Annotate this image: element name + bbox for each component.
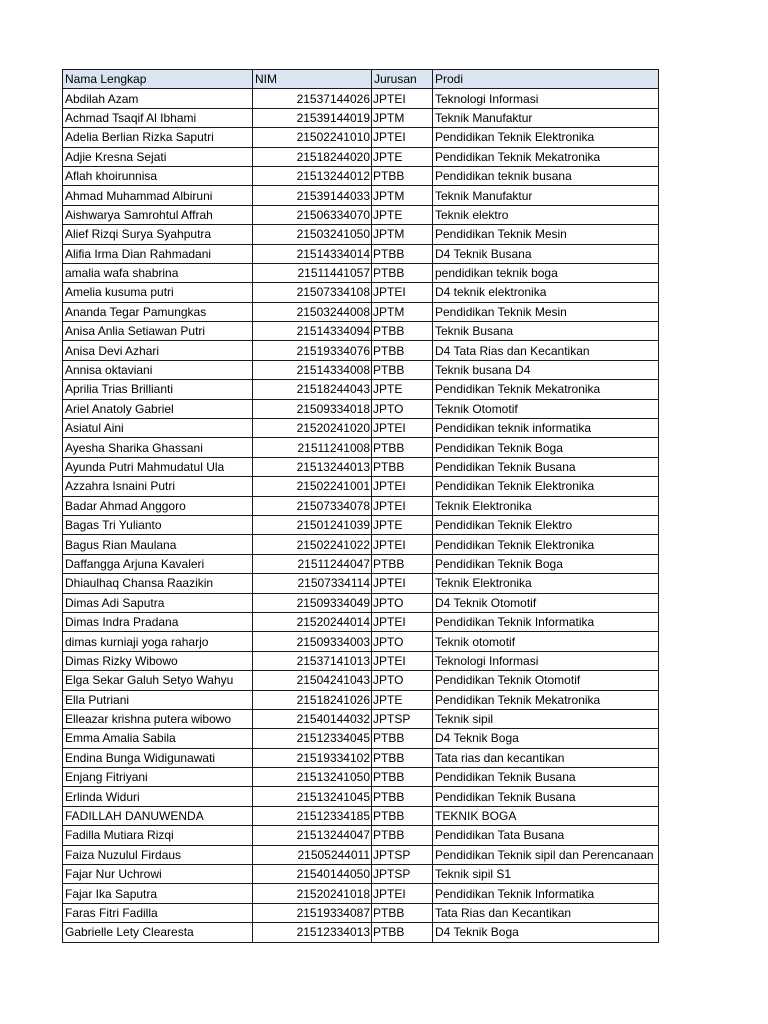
cell-nama[interactable]: Annisa oktaviani: [63, 360, 253, 379]
cell-jurusan[interactable]: PTBB: [372, 166, 433, 185]
cell-jurusan[interactable]: JPTEI: [372, 496, 433, 515]
cell-jurusan[interactable]: PTBB: [372, 768, 433, 787]
cell-nim[interactable]: 21511244047: [253, 554, 372, 573]
cell-prodi[interactable]: Pendidikan Teknik Busana: [433, 787, 659, 806]
cell-nama[interactable]: Adjie Kresna Sejati: [63, 147, 253, 166]
cell-jurusan[interactable]: JPTE: [372, 515, 433, 534]
cell-nama[interactable]: Aflah khoirunnisa: [63, 166, 253, 185]
cell-prodi[interactable]: Pendidikan teknik informatika: [433, 419, 659, 438]
cell-jurusan[interactable]: JPTEI: [372, 612, 433, 631]
cell-nim[interactable]: 21537144026: [253, 89, 372, 108]
cell-jurusan[interactable]: PTBB: [372, 787, 433, 806]
cell-jurusan[interactable]: JPTEI: [372, 89, 433, 108]
table-row: [63, 457, 659, 476]
table-row: [63, 671, 659, 690]
cell-nim[interactable]: 21519334076: [253, 341, 372, 360]
cell-jurusan[interactable]: JPTO: [372, 593, 433, 612]
header-nim[interactable]: NIM: [253, 70, 372, 89]
cell-nama[interactable]: Ahmad Muhammad Albiruni: [63, 186, 253, 205]
header-nama-lengkap[interactable]: Nama Lengkap: [63, 70, 253, 89]
cell-prodi[interactable]: D4 Teknik Otomotif: [433, 593, 659, 612]
table-row: [63, 923, 659, 942]
cell-nama[interactable]: Amelia kusuma putri: [63, 283, 253, 302]
cell-prodi[interactable]: D4 teknik elektronika: [433, 283, 659, 302]
cell-prodi[interactable]: Pendidikan Teknik sipil dan Perencanaan: [433, 845, 659, 864]
cell-jurusan[interactable]: JPTSP: [372, 709, 433, 728]
cell-jurusan[interactable]: JPTSP: [372, 865, 433, 884]
cell-nama[interactable]: Aprilia Trias Brillianti: [63, 380, 253, 399]
cell-jurusan[interactable]: JPTM: [372, 108, 433, 127]
cell-nama[interactable]: Erlinda Widuri: [63, 787, 253, 806]
cell-nim[interactable]: 21513244047: [253, 826, 372, 845]
cell-prodi[interactable]: Teknik busana D4: [433, 360, 659, 379]
cell-prodi[interactable]: Teknik Otomotif: [433, 399, 659, 418]
cell-nim[interactable]: 21513241050: [253, 768, 372, 787]
cell-jurusan[interactable]: JPTO: [372, 632, 433, 651]
cell-prodi[interactable]: Pendidikan Teknik Elektronika: [433, 535, 659, 554]
cell-prodi[interactable]: Teknologi Informasi: [433, 651, 659, 670]
table-row: [63, 128, 659, 147]
cell-nama[interactable]: Dhiaulhaq Chansa Raazikin: [63, 574, 253, 593]
cell-nim[interactable]: 21503244008: [253, 302, 372, 321]
table-row: [63, 147, 659, 166]
cell-prodi[interactable]: Pendidikan Teknik Mekatronika: [433, 147, 659, 166]
cell-nama[interactable]: Anisa Anlia Setiawan Putri: [63, 322, 253, 341]
cell-prodi[interactable]: TEKNIK BOGA: [433, 806, 659, 825]
cell-jurusan[interactable]: JPTEI: [372, 651, 433, 670]
spreadsheet: [62, 69, 659, 943]
cell-nim[interactable]: 21520241020: [253, 419, 372, 438]
cell-jurusan[interactable]: PTBB: [372, 903, 433, 922]
cell-nama[interactable]: Emma Amalia Sabila: [63, 729, 253, 748]
table-row: [63, 690, 659, 709]
cell-jurusan[interactable]: JPTM: [372, 302, 433, 321]
cell-nim[interactable]: 21513244013: [253, 457, 372, 476]
cell-prodi[interactable]: Teknik otomotif: [433, 632, 659, 651]
cell-nim[interactable]: 21502241001: [253, 477, 372, 496]
cell-nama[interactable]: dimas kurniaji yoga raharjo: [63, 632, 253, 651]
cell-jurusan[interactable]: JPTO: [372, 671, 433, 690]
table-row: [63, 748, 659, 767]
table-row: [63, 263, 659, 282]
cell-jurusan[interactable]: PTBB: [372, 360, 433, 379]
cell-jurusan[interactable]: PTBB: [372, 244, 433, 263]
table-row: [63, 205, 659, 224]
cell-jurusan[interactable]: JPTEI: [372, 419, 433, 438]
cell-nama[interactable]: Gabrielle Lety Clearesta: [63, 923, 253, 942]
cell-nim[interactable]: 21509334003: [253, 632, 372, 651]
cell-prodi[interactable]: Pendidikan Teknik Informatika: [433, 884, 659, 903]
table-row: [63, 341, 659, 360]
table-row: [63, 826, 659, 845]
cell-nama[interactable]: Adelia Berlian Rizka Saputri: [63, 128, 253, 147]
table-row: [63, 768, 659, 787]
cell-jurusan[interactable]: PTBB: [372, 748, 433, 767]
cell-nama[interactable]: Aishwarya Samrohtul Affrah: [63, 205, 253, 224]
table-row: [63, 225, 659, 244]
cell-nim[interactable]: 21509334049: [253, 593, 372, 612]
cell-nim[interactable]: 21520241018: [253, 884, 372, 903]
cell-jurusan[interactable]: JPTEI: [372, 477, 433, 496]
cell-jurusan[interactable]: JPTE: [372, 690, 433, 709]
table-row: [63, 574, 659, 593]
cell-nim[interactable]: 21503241050: [253, 225, 372, 244]
cell-jurusan[interactable]: PTBB: [372, 923, 433, 942]
cell-jurusan[interactable]: PTBB: [372, 554, 433, 573]
cell-jurusan[interactable]: PTBB: [372, 457, 433, 476]
cell-nim[interactable]: 21537141013: [253, 651, 372, 670]
cell-jurusan[interactable]: PTBB: [372, 438, 433, 457]
cell-nim[interactable]: 21512334185: [253, 806, 372, 825]
cell-jurusan[interactable]: PTBB: [372, 322, 433, 341]
cell-prodi[interactable]: Pendidikan Teknik Elektro: [433, 515, 659, 534]
cell-jurusan[interactable]: PTBB: [372, 341, 433, 360]
table-row: [63, 632, 659, 651]
cell-nim[interactable]: 21511441057: [253, 263, 372, 282]
cell-nama[interactable]: Bagus Rian Maulana: [63, 535, 253, 554]
cell-prodi[interactable]: Teknik Elektronika: [433, 574, 659, 593]
cell-prodi[interactable]: Teknik elektro: [433, 205, 659, 224]
cell-nama[interactable]: Fajar Nur Uchrowi: [63, 865, 253, 884]
table-row: [63, 651, 659, 670]
cell-jurusan[interactable]: JPTEI: [372, 535, 433, 554]
cell-prodi[interactable]: Tata Rias dan Kecantikan: [433, 903, 659, 922]
cell-prodi[interactable]: Pendidikan Teknik Mesin: [433, 302, 659, 321]
table-row: [63, 709, 659, 728]
table-row: [63, 845, 659, 864]
cell-nim[interactable]: 21502241010: [253, 128, 372, 147]
cell-nim[interactable]: 21509334018: [253, 399, 372, 418]
cell-nim[interactable]: 21540144032: [253, 709, 372, 728]
cell-nama[interactable]: Dimas Adi Saputra: [63, 593, 253, 612]
cell-prodi[interactable]: Teknologi Informasi: [433, 89, 659, 108]
cell-nim[interactable]: 21518244043: [253, 380, 372, 399]
table-row: [63, 244, 659, 263]
table-row: [63, 166, 659, 185]
cell-nama[interactable]: Elleazar krishna putera wibowo: [63, 709, 253, 728]
cell-prodi[interactable]: D4 Teknik Boga: [433, 729, 659, 748]
cell-nim[interactable]: 21512334045: [253, 729, 372, 748]
table-row: [63, 612, 659, 631]
cell-jurusan[interactable]: JPTE: [372, 205, 433, 224]
cell-nim[interactable]: 21501241039: [253, 515, 372, 534]
cell-jurusan[interactable]: JPTO: [372, 399, 433, 418]
cell-nim[interactable]: 21519334102: [253, 748, 372, 767]
cell-jurusan[interactable]: PTBB: [372, 729, 433, 748]
cell-nama[interactable]: Ella Putriani: [63, 690, 253, 709]
cell-nama[interactable]: Bagas Tri Yulianto: [63, 515, 253, 534]
cell-nama[interactable]: Ayunda Putri Mahmudatul Ula: [63, 457, 253, 476]
cell-nim[interactable]: 21518244020: [253, 147, 372, 166]
cell-prodi[interactable]: Pendidikan Teknik Mekatronika: [433, 380, 659, 399]
cell-prodi[interactable]: Pendidikan Teknik Informatika: [433, 612, 659, 631]
cell-prodi[interactable]: Pendidikan Teknik Mekatronika: [433, 690, 659, 709]
cell-nama[interactable]: Alifia Irma Dian Rahmadani: [63, 244, 253, 263]
cell-nim[interactable]: 21540144050: [253, 865, 372, 884]
cell-prodi[interactable]: Teknik Elektronika: [433, 496, 659, 515]
cell-nim[interactable]: 21505244011: [253, 845, 372, 864]
cell-nim[interactable]: 21539144033: [253, 186, 372, 205]
cell-nama[interactable]: Abdilah Azam: [63, 89, 253, 108]
cell-prodi[interactable]: Pendidikan Teknik Elektronika: [433, 477, 659, 496]
cell-nim[interactable]: 21514334014: [253, 244, 372, 263]
cell-nama[interactable]: Ananda Tegar Pamungkas: [63, 302, 253, 321]
cell-nama[interactable]: Achmad Tsaqif Al Ibhami: [63, 108, 253, 127]
cell-nim[interactable]: 21504241043: [253, 671, 372, 690]
table-row: [63, 186, 659, 205]
cell-jurusan[interactable]: JPTEI: [372, 574, 433, 593]
cell-nama[interactable]: Dimas Indra Pradana: [63, 612, 253, 631]
cell-nim[interactable]: 21519334087: [253, 903, 372, 922]
cell-prodi[interactable]: Teknik Manufaktur: [433, 108, 659, 127]
cell-nim[interactable]: 21520244014: [253, 612, 372, 631]
cell-nama[interactable]: amalia wafa shabrina: [63, 263, 253, 282]
cell-nim[interactable]: 21511241008: [253, 438, 372, 457]
cell-nama[interactable]: Endina Bunga Widigunawati: [63, 748, 253, 767]
cell-prodi[interactable]: Pendidikan Teknik Mesin: [433, 225, 659, 244]
header-jurusan[interactable]: Jurusan: [372, 70, 433, 89]
cell-prodi[interactable]: D4 Tata Rias dan Kecantikan: [433, 341, 659, 360]
cell-jurusan[interactable]: PTBB: [372, 263, 433, 282]
cell-nim[interactable]: 21507334108: [253, 283, 372, 302]
student-table: [62, 69, 659, 943]
cell-nim[interactable]: 21502241022: [253, 535, 372, 554]
table-row: [63, 496, 659, 515]
cell-prodi[interactable]: D4 Teknik Boga: [433, 923, 659, 942]
cell-nama[interactable]: Alief Rizqi Surya Syahputra: [63, 225, 253, 244]
cell-jurusan[interactable]: JPTSP: [372, 845, 433, 864]
table-row: [63, 535, 659, 554]
cell-nama[interactable]: Ayesha Sharika Ghassani: [63, 438, 253, 457]
cell-nim[interactable]: 21514334008: [253, 360, 372, 379]
table-row: [63, 419, 659, 438]
cell-nim[interactable]: 21514334094: [253, 322, 372, 341]
table-row: [63, 806, 659, 825]
cell-prodi[interactable]: Pendidikan Tata Busana: [433, 826, 659, 845]
cell-prodi[interactable]: Teknik sipil S1: [433, 865, 659, 884]
cell-jurusan[interactable]: JPTEI: [372, 283, 433, 302]
cell-prodi[interactable]: Pendidikan Teknik Elektronika: [433, 128, 659, 147]
cell-nim[interactable]: 21539144019: [253, 108, 372, 127]
cell-jurusan[interactable]: JPTEI: [372, 128, 433, 147]
cell-prodi[interactable]: Pendidikan Teknik Boga: [433, 438, 659, 457]
cell-nama[interactable]: Faiza Nuzulul Firdaus: [63, 845, 253, 864]
cell-prodi[interactable]: Pendidikan Teknik Otomotif: [433, 671, 659, 690]
cell-prodi[interactable]: Pendidikan Teknik Boga: [433, 554, 659, 573]
table-row: [63, 302, 659, 321]
header-prodi[interactable]: Prodi: [433, 70, 659, 89]
cell-nim[interactable]: 21518241026: [253, 690, 372, 709]
cell-nim[interactable]: 21513244012: [253, 166, 372, 185]
table-row: [63, 787, 659, 806]
table-row: [63, 438, 659, 457]
cell-prodi[interactable]: D4 Teknik Busana: [433, 244, 659, 263]
cell-nim[interactable]: 21507334078: [253, 496, 372, 515]
cell-nama[interactable]: Elga Sekar Galuh Setyo Wahyu: [63, 671, 253, 690]
table-row: [63, 593, 659, 612]
cell-nama[interactable]: FADILLAH DANUWENDA: [63, 806, 253, 825]
table-row: [63, 283, 659, 302]
table-row: [63, 865, 659, 884]
table-row: [63, 515, 659, 534]
table-row: [63, 477, 659, 496]
cell-prodi[interactable]: Teknik Manufaktur: [433, 186, 659, 205]
cell-nama[interactable]: Azzahra Isnaini Putri: [63, 477, 253, 496]
cell-jurusan[interactable]: JPTE: [372, 380, 433, 399]
cell-prodi[interactable]: Pendidikan Teknik Busana: [433, 457, 659, 476]
table-row: [63, 89, 659, 108]
cell-jurusan[interactable]: JPTEI: [372, 884, 433, 903]
cell-jurusan[interactable]: PTBB: [372, 826, 433, 845]
header-row: [63, 70, 659, 89]
table-row: [63, 360, 659, 379]
cell-nama[interactable]: Faras Fitri Fadilla: [63, 903, 253, 922]
cell-nim[interactable]: 21507334114: [253, 574, 372, 593]
cell-jurusan[interactable]: JPTM: [372, 225, 433, 244]
cell-nama[interactable]: Dimas Rizky Wibowo: [63, 651, 253, 670]
cell-nama[interactable]: Ariel Anatoly Gabriel: [63, 399, 253, 418]
cell-nama[interactable]: Fajar Ika Saputra: [63, 884, 253, 903]
cell-nama[interactable]: Badar Ahmad Anggoro: [63, 496, 253, 515]
table-row: [63, 554, 659, 573]
cell-nama[interactable]: Fadilla Mutiara Rizqi: [63, 826, 253, 845]
cell-prodi[interactable]: pendidikan teknik boga: [433, 263, 659, 282]
cell-nama[interactable]: Anisa Devi Azhari: [63, 341, 253, 360]
table-row: [63, 380, 659, 399]
cell-nim[interactable]: 21513241045: [253, 787, 372, 806]
table-row: [63, 729, 659, 748]
table-row: [63, 884, 659, 903]
cell-jurusan[interactable]: PTBB: [372, 806, 433, 825]
cell-nama[interactable]: Daffangga Arjuna Kavaleri: [63, 554, 253, 573]
cell-prodi[interactable]: Pendidikan teknik busana: [433, 166, 659, 185]
table-row: [63, 108, 659, 127]
cell-prodi[interactable]: Teknik sipil: [433, 709, 659, 728]
table-row: [63, 322, 659, 341]
table-row: [63, 399, 659, 418]
cell-jurusan[interactable]: JPTM: [372, 186, 433, 205]
table-row: [63, 903, 659, 922]
cell-prodi[interactable]: Tata rias dan kecantikan: [433, 748, 659, 767]
cell-prodi[interactable]: Pendidikan Teknik Busana: [433, 768, 659, 787]
cell-jurusan[interactable]: JPTE: [372, 147, 433, 166]
cell-nim[interactable]: 21506334070: [253, 205, 372, 224]
cell-nim[interactable]: 21512334013: [253, 923, 372, 942]
cell-prodi[interactable]: Teknik Busana: [433, 322, 659, 341]
cell-nama[interactable]: Asiatul Aini: [63, 419, 253, 438]
cell-nama[interactable]: Enjang Fitriyani: [63, 768, 253, 787]
